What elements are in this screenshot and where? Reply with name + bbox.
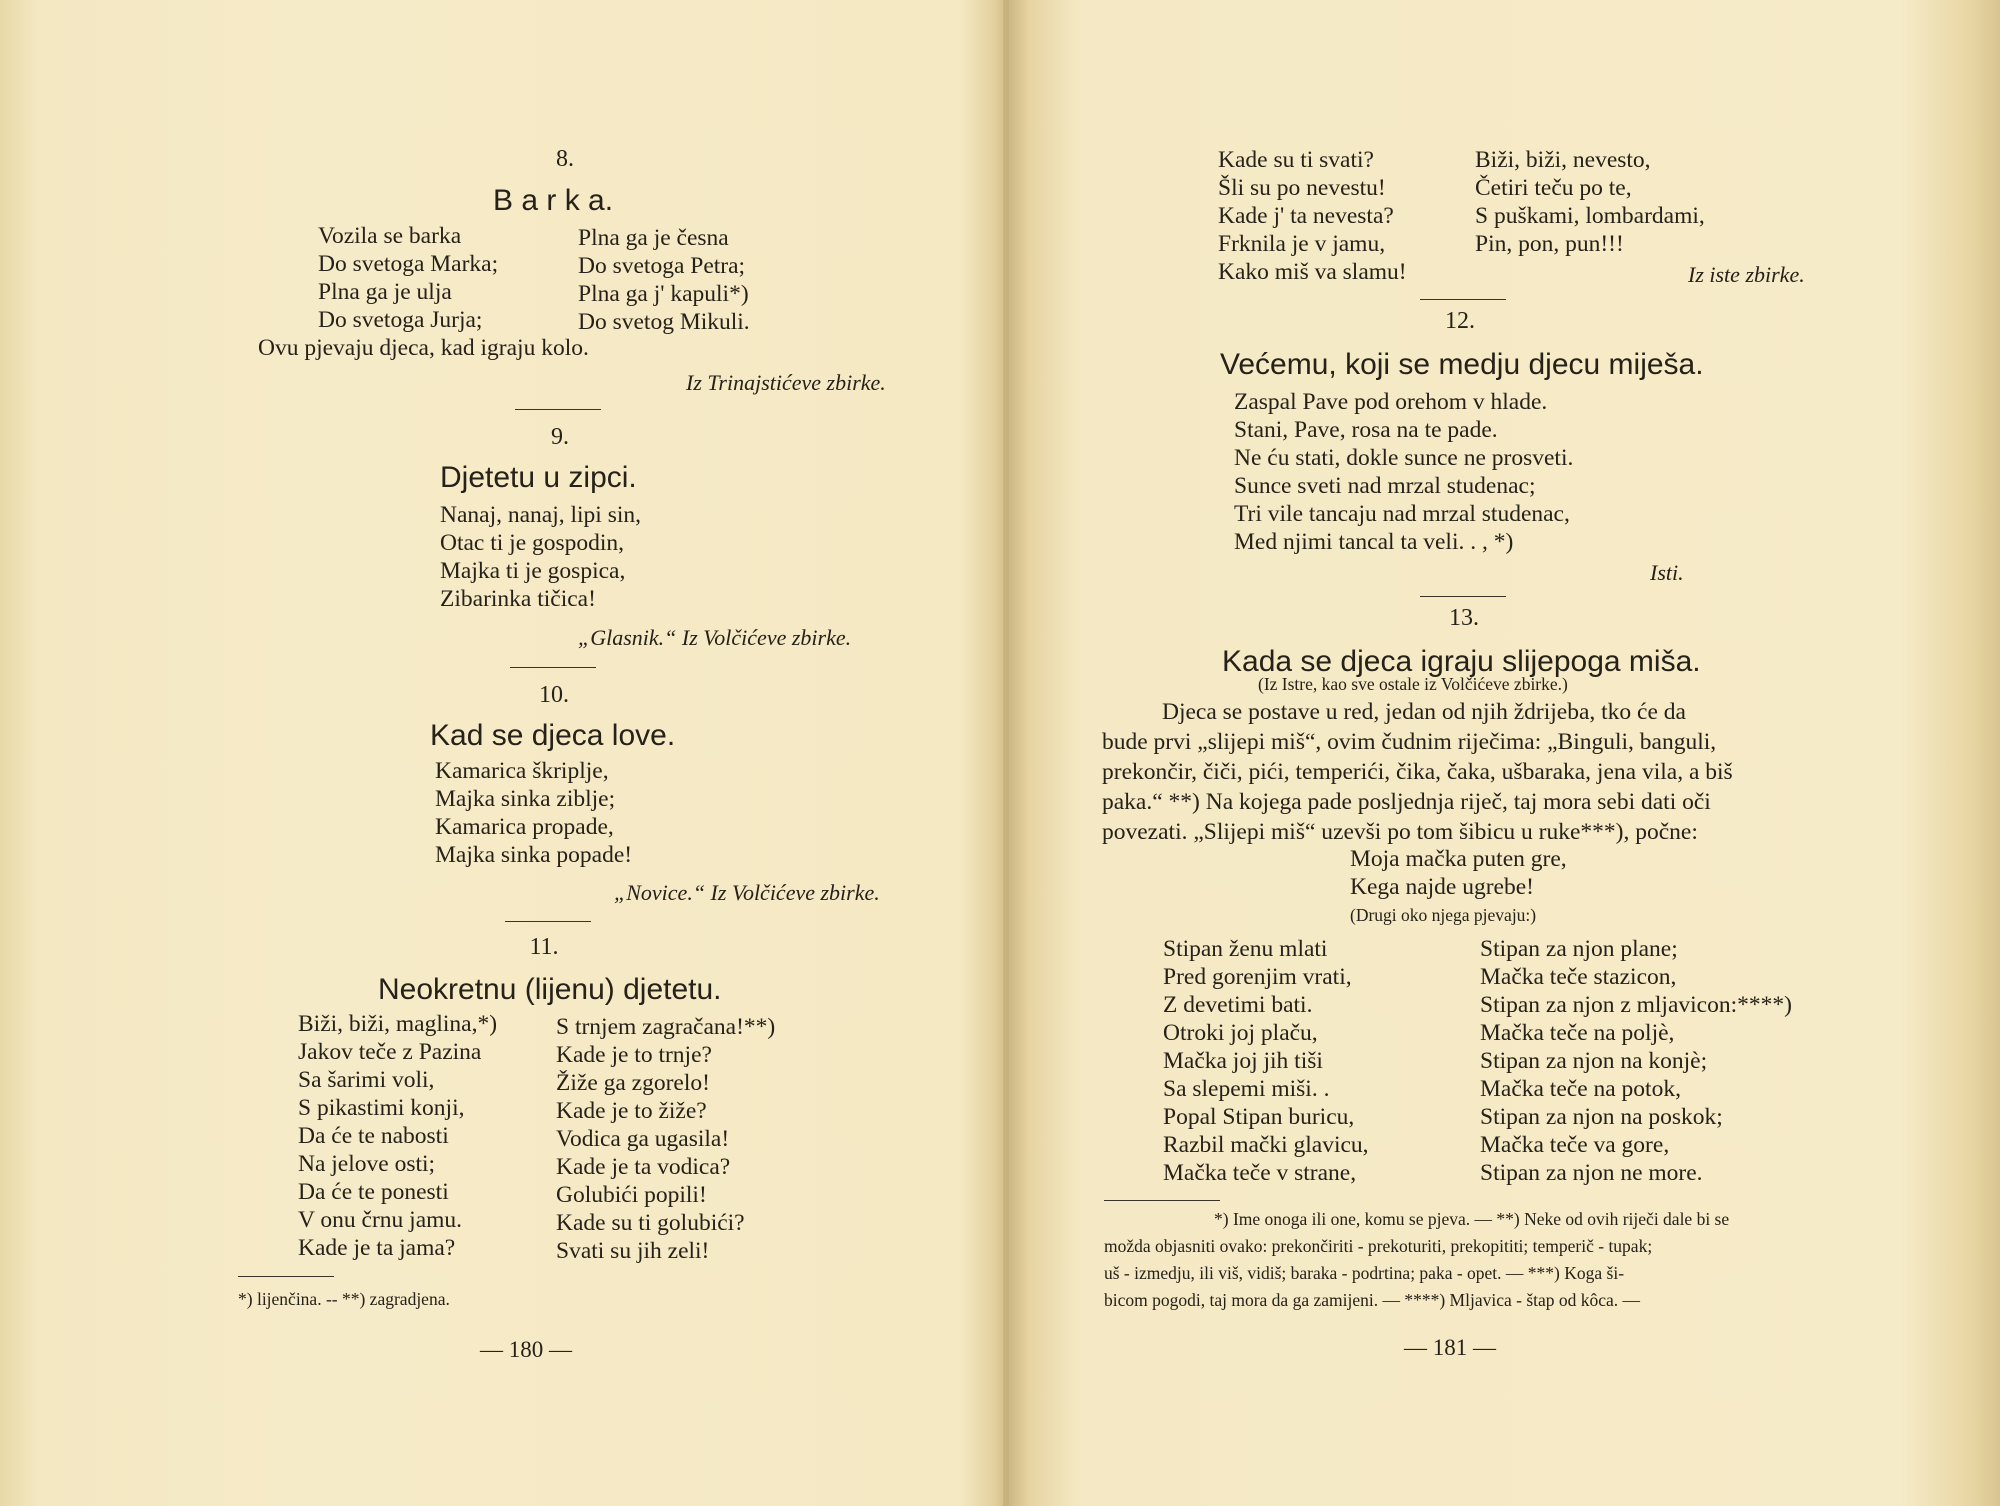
- verse-line: Biži, biži, nevesto,: [1475, 147, 1651, 173]
- verse-line: Sunce sveti nad mrzal studenac;: [1234, 473, 1536, 499]
- paragraph-line: Djeca se postave u red, jedan od njih ždrijeba, tko će da: [1162, 699, 1686, 725]
- verse-line: Kade je ta vodica?: [556, 1154, 731, 1180]
- poem-number: 11.: [529, 934, 559, 960]
- verse-line: Stipan za njon ne more.: [1480, 1160, 1703, 1186]
- verse-line: Majka sinka popade!: [435, 842, 633, 868]
- verse-line: Sa slepemi miši. .: [1163, 1076, 1330, 1102]
- verse-line: Šli su po nevestu!: [1218, 175, 1386, 201]
- poem-number: 13.: [1449, 605, 1479, 631]
- paragraph-line: prekončir, čiči, pići, temperići, čika, čaka, ušbaraka, jena vila, a biš: [1102, 759, 1733, 785]
- poem-title: Većemu, koji se medju djecu miješa.: [1220, 348, 1704, 381]
- page-number: — 181 —: [1404, 1335, 1496, 1360]
- verse-line: Kade je to žiže?: [556, 1098, 707, 1124]
- section-divider: [1420, 299, 1506, 300]
- poem-source: Iz iste zbirke.: [1688, 262, 1805, 287]
- verse-line: Mačka teče stazicon,: [1480, 964, 1677, 990]
- verse-line: Majka sinka ziblje;: [435, 786, 616, 812]
- verse-line: S puškami, lombardami,: [1475, 203, 1705, 229]
- verse-line: Kade j' ta nevesta?: [1218, 203, 1394, 229]
- verse-line: Biži, biži, maglina,*): [298, 1011, 498, 1037]
- verse-line: Stipan za njon na konjè;: [1480, 1048, 1708, 1074]
- verse-line: Stani, Pave, rosa na te pade.: [1234, 417, 1498, 443]
- poem-source: „Glasnik.“ Iz Volčićeve zbirke.: [578, 625, 852, 650]
- verse-line: V onu črnu jamu.: [298, 1207, 463, 1233]
- verse-line: Mačka joj jih tiši: [1163, 1048, 1323, 1074]
- verse-line: Majka ti je gospica,: [440, 558, 626, 584]
- verse-line: Stipan za njon z mljavicon:****): [1480, 992, 1792, 1018]
- verse-line: Mačka teče v strane,: [1163, 1160, 1357, 1186]
- poem-column-left: [318, 222, 498, 334]
- paragraph: [1102, 697, 1733, 847]
- verse-line: Moja mačka puten gre,: [1350, 846, 1567, 872]
- verse-line: Plna ga je česna: [578, 225, 729, 251]
- poem-number: 10.: [539, 682, 569, 708]
- verse-line: Ne ću stati, dokle sunce ne prosveti.: [1234, 445, 1574, 471]
- section-divider: [515, 409, 601, 410]
- verse-line: Do svetoga Jurja;: [318, 307, 483, 333]
- verse-line: Popal Stipan buricu,: [1163, 1104, 1355, 1130]
- poem-lines: [435, 757, 632, 869]
- poem-lines: [1350, 845, 1567, 901]
- verse-line: Sa šarimi voli,: [298, 1067, 435, 1093]
- verse-line: Svati su jih zeli!: [556, 1238, 710, 1264]
- poem-number: 9.: [551, 424, 569, 450]
- section-divider: [510, 667, 596, 668]
- verse-line: Mačka teče na poljè,: [1480, 1020, 1675, 1046]
- verse-line: Kamarica propade,: [435, 814, 614, 840]
- paragraph-line: povezati. „Slijepi miš“ uzevši po tom šibicu u ruke***), počne:: [1102, 819, 1698, 845]
- section-divider: [505, 921, 591, 922]
- verse-line: Zaspal Pave pod orehom v hlade.: [1234, 389, 1548, 415]
- verse-line: Stipan za njon plane;: [1480, 936, 1678, 962]
- verse-line: Frknila je v jamu,: [1218, 231, 1386, 257]
- poem-title: Djetetu u zipci.: [440, 461, 637, 494]
- verse-line: Nanaj, nanaj, lipi sin,: [440, 502, 642, 528]
- verse-line: Plna ga je ulja: [318, 279, 452, 305]
- paragraph-line: paka.“ **) Na kojega pade posljednja riječ, taj mora sebi dati oči: [1102, 789, 1711, 815]
- verse-line: Plna ga j' kapuli*): [578, 281, 749, 307]
- verse-line: Stipan za njon na poskok;: [1480, 1104, 1723, 1130]
- verse-line: Kade je to trnje?: [556, 1042, 712, 1068]
- poem-title: Neokretnu (lijenu) djetetu.: [378, 973, 722, 1006]
- verse-line: Na jelove osti;: [298, 1151, 436, 1177]
- verse-line: Stipan ženu mlati: [1163, 936, 1328, 962]
- verse-line: Golubići popili!: [556, 1182, 707, 1208]
- poem-lines: [440, 501, 641, 613]
- poem-column-right: [578, 224, 750, 336]
- footnote-divider: [238, 1276, 334, 1277]
- footnote: *) lijenčina. -- **) zagradjena.: [238, 1289, 450, 1309]
- footnote-line: možda objasniti ovako: prekončiriti - prekoturiti, prekopititi; temperič - tupak;: [1104, 1236, 1653, 1256]
- verse-line: Vodica ga ugasila!: [556, 1126, 730, 1152]
- poem-source: Isti.: [1650, 560, 1684, 585]
- page-number: — 180 —: [480, 1337, 572, 1362]
- footnote-line: uš - izmedju, ili viš, vidiš; baraka - podrtina; paka - opet. — ***) Koga ši-: [1104, 1263, 1625, 1283]
- verse-line: Kega najde ugrebe!: [1350, 874, 1534, 900]
- verse-line: Z devetimi bati.: [1163, 992, 1313, 1018]
- verse-line: Žiže ga zgorelo!: [556, 1070, 710, 1096]
- footnote-divider: [1104, 1200, 1220, 1201]
- verse-line: Četiri teču po te,: [1475, 175, 1632, 201]
- poem-column-right: [1475, 146, 1705, 258]
- poem-column-right: [1480, 935, 1792, 1187]
- verse-line: Da će te nabosti: [298, 1123, 449, 1149]
- verse-line: Otroki joj plaču,: [1163, 1020, 1318, 1046]
- poem-note: Ovu pjevaju djeca, kad igraju kolo.: [258, 335, 589, 361]
- poem-number: 12.: [1445, 308, 1475, 334]
- stage-direction: (Drugi oko njega pjevaju:): [1350, 905, 1537, 925]
- poem-title: Kad se djeca love.: [430, 719, 676, 752]
- verse-line: Jakov teče z Pazina: [298, 1039, 482, 1065]
- verse-line: Otac ti je gospodin,: [440, 530, 625, 556]
- verse-line: Da će te ponesti: [298, 1179, 449, 1205]
- poem-subtitle: (Iz Istre, kao sve ostale iz Volčićeve zbirke.): [1258, 674, 1568, 694]
- verse-line: Kade su ti golubići?: [556, 1210, 745, 1236]
- verse-line: Pin, pon, pun!!!: [1475, 231, 1624, 257]
- verse-line: Mačka teče na potok,: [1480, 1076, 1681, 1102]
- footnotes: [1104, 1206, 1729, 1314]
- paragraph-line: bude prvi „slijepi miš“, ovim čudnim riječima: „Binguli, banguli,: [1102, 729, 1717, 755]
- poem-number: 8.: [556, 146, 574, 172]
- footnote-line: bicom pogodi, taj mora da ga zamijeni. — ****) Mljavica - štap od kôca. —: [1104, 1290, 1641, 1310]
- poem-lines: [1234, 388, 1573, 556]
- footnote-line: *) Ime onoga ili one, komu se pjeva. — **) Neke od ovih riječi dale bi se: [1214, 1209, 1730, 1229]
- poem-source: „Novice.“ Iz Volčićeve zbirke.: [614, 880, 880, 905]
- poem-title: Kada se djeca igraju slijepoga miša.: [1222, 645, 1701, 678]
- section-divider: [1420, 596, 1506, 597]
- poem-column-left: [298, 1010, 497, 1262]
- verse-line: Kade su ti svati?: [1218, 147, 1374, 173]
- poem-column-right: [556, 1013, 775, 1265]
- verse-line: Zibarinka tičica!: [440, 586, 596, 612]
- verse-line: Med njimi tancal ta veli. . , *): [1234, 529, 1514, 555]
- verse-line: Do svetoga Petra;: [578, 253, 746, 279]
- verse-line: S trnjem zagračana!**): [556, 1014, 776, 1040]
- verse-line: Mačka teče va gore,: [1480, 1132, 1670, 1158]
- verse-line: Do svetog Mikuli.: [578, 309, 750, 335]
- verse-line: Vozila se barka: [318, 223, 462, 249]
- verse-line: Tri vile tancaju nad mrzal studenac,: [1234, 501, 1570, 527]
- verse-line: Pred gorenjim vrati,: [1163, 964, 1352, 990]
- verse-line: Kako miš va slamu!: [1218, 259, 1407, 285]
- poem-title: B a r k a.: [493, 184, 614, 217]
- verse-line: Kade je ta jama?: [298, 1235, 456, 1261]
- verse-line: Razbil mački glavicu,: [1163, 1132, 1369, 1158]
- verse-line: S pikastimi konji,: [298, 1095, 465, 1121]
- right-page: [1000, 0, 2000, 1506]
- poem-source: Iz Trinajstićeve zbirke.: [686, 370, 886, 395]
- verse-line: Kamarica škriplje,: [435, 758, 609, 784]
- poem-column-left: [1218, 146, 1407, 286]
- poem-column-left: [1163, 935, 1369, 1187]
- verse-line: Do svetoga Marka;: [318, 251, 499, 277]
